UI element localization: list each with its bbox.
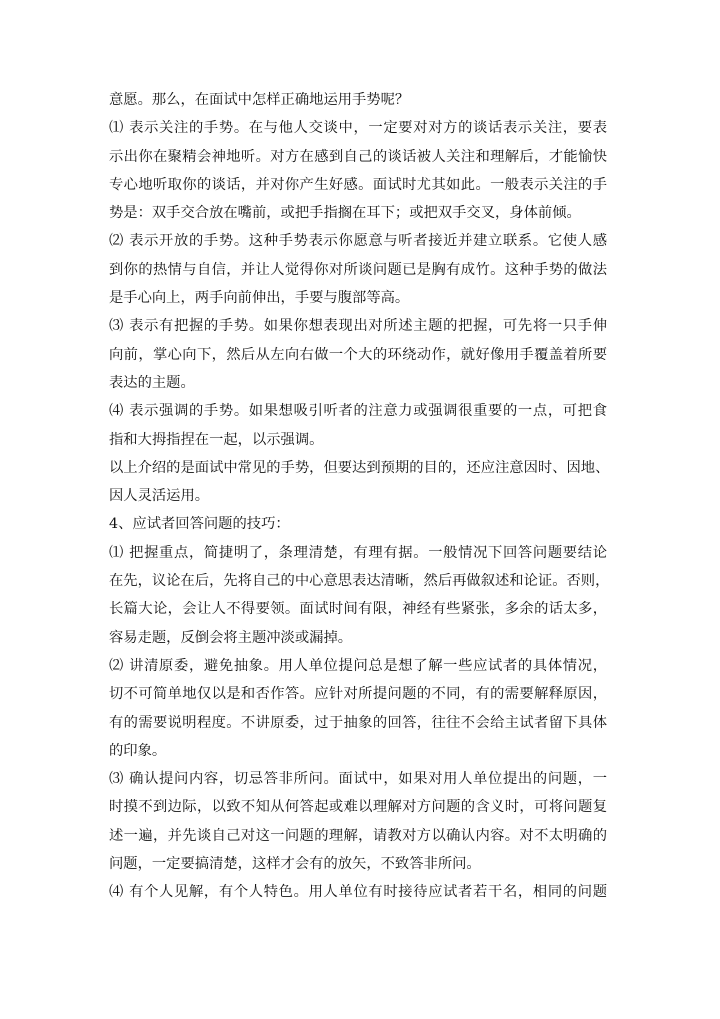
text-line: 因人灵活运用。 [109,488,210,505]
text-line: ⑷ 表示强调的手势。如果想吸引听者的注意力或强调很重要的一点，可把食 [109,403,607,420]
text-line: ⑵ 讲清原委，避免抽象。用人单位提问总是想了解一些应试者的具体情况， [109,657,607,674]
text-line: 是手心向上，两手向前伸出，手要与腹部等高。 [109,290,410,307]
text-line: 意愿。那么，在面试中怎样正确地运用手势呢？ [109,92,410,108]
text-line: ⑶ 表示有把握的手势。如果你想表现出对所述主题的把握，可先将一只手伸 [109,318,607,335]
text-line: 以上介绍的是面试中常见的手势，但要达到预期的目的，还应注意因时、因地、 [109,459,610,476]
text-line: 在先，议论在后，先将自己的中心意思表达清晰，然后再做叙述和论证。否则， [109,573,610,590]
text-line: 指和大拇指捏在一起，以示强调。 [109,431,324,448]
text-line: ⑷ 有个人见解，有个人特色。用人单位有时接待应试者若干名，相同的问题 [109,884,607,901]
text-line: 时摸不到边际，以致不知从何答起或难以理解对方问题的含义时，可将问题复 [109,799,607,816]
text-line: 势是：双手交合放在嘴前，或把手指搁在耳下；或把双手交叉，身体前倾。 [109,205,581,222]
text-line: 述一遍，并先谈自己对这一问题的理解，请教对方以确认内容。对不太明确的 [109,827,607,844]
document-page [109,86,610,907]
text-line: ⑶ 确认提问内容，切忌答非所问。面试中，如果对用人单位提出的问题，一 [109,771,607,788]
text-line: ⑴ 表示关注的手势。在与他人交谈中，一定要对对方的谈话表示关注，要表 [109,120,607,137]
text-line: ⑴ 把握重点，简捷明了，条理清楚，有理有据。一般情况下回答问题要结论 [109,544,607,561]
text-line: 专心地听取你的谈话，并对你产生好感。面试时尤其如此。一般表示关注的手 [109,176,607,193]
text-line: 长篇大论，会让人不得要领。面试时间有限，神经有些紧张，多余的话太多， [109,601,607,618]
text-line: ⑵ 表示开放的手势。这种手势表示你愿意与听者接近并建立联系。它使人感 [109,233,607,250]
text-line: 切不可简单地仅以是和否作答。应针对所提问题的不同，有的需要解释原因， [109,686,607,703]
text-line: 有的需要说明程度。不讲原委，过于抽象的回答，往往不会给主试者留下具体 [109,714,607,731]
text-line: 容易走题，反倒会将主题冲淡或漏掉。 [109,629,353,646]
text-line: 4、应试者回答问题的技巧： [109,516,290,533]
text-line: 问题，一定要搞清楚，这样才会有的放矢，不致答非所问。 [109,856,481,873]
text-line: 示出你在聚精会神地听。对方在感到自己的谈话被人关注和理解后，才能愉快 [109,148,607,165]
text-line: 向前，掌心向下，然后从左向右做一个大的环绕动作，就好像用手覆盖着所要 [109,346,607,363]
text-line: 的印象。 [109,742,167,759]
text-line: 到你的热情与自信，并让人觉得你对所谈问题已是胸有成竹。这种手势的做法 [109,261,607,278]
text-line: 表达的主题。 [109,374,195,391]
